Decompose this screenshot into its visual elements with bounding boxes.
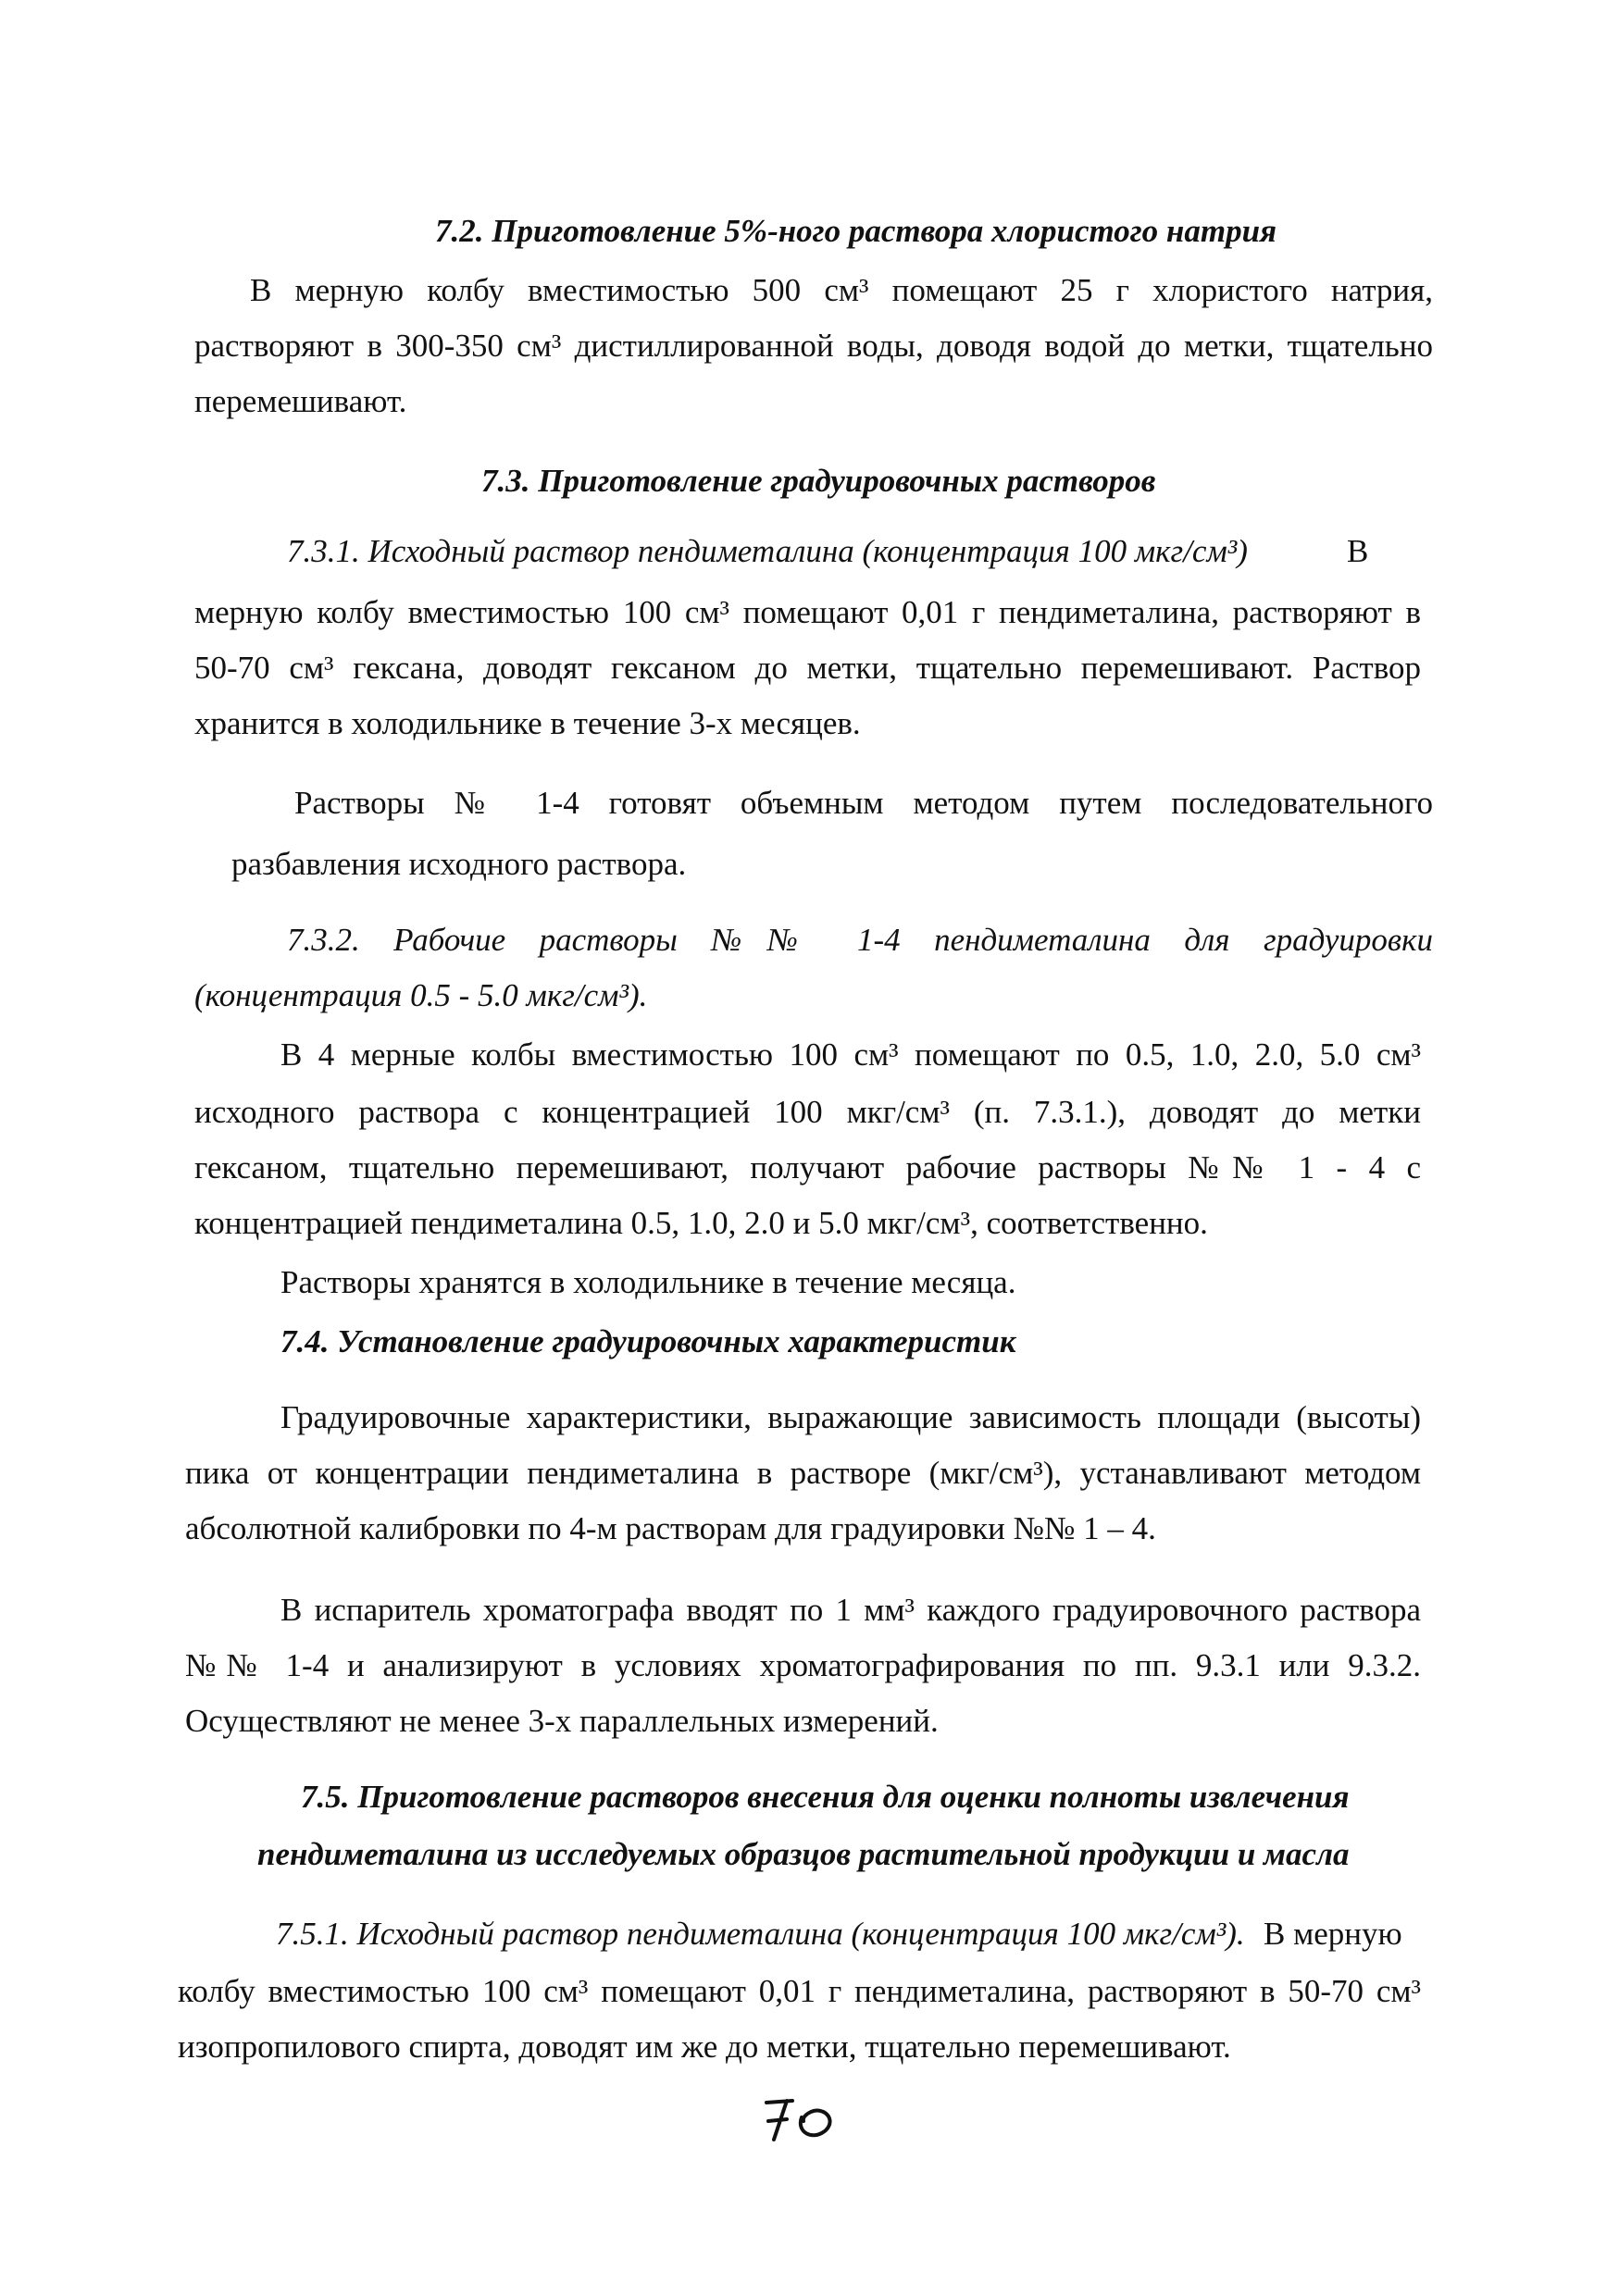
s732-title-line-2: (концентрация 0.5 - 5.0 мкг/см³). — [194, 977, 648, 1013]
s751-line-2: колбу вместимостью 100 см³ помещают 0,01 г пендиметалина, растворяют в 50-70 см³ — [178, 1973, 1421, 2009]
s751-title-tail: В мерную — [1264, 1916, 1402, 1952]
s732-title-line-1: 7.3.2. Рабочие растворы №№ 1-4 пендиметалина для градуировки — [287, 922, 1433, 958]
s74-para2-line-2: №№ 1-4 и анализируют в условиях хроматографирования по пп. 9.3.1 или 9.3.2. — [185, 1647, 1421, 1683]
s73-para2-line-1: Растворы № 1-4 готовят объемным методом путем последовательного — [294, 785, 1433, 821]
s74-para1-line-3: абсолютной калибровки по 4-м растворам для градуировки №№ 1 – 4. — [185, 1510, 1156, 1546]
s73-para4: Растворы хранятся в холодильнике в течение месяца. — [280, 1264, 1016, 1300]
s732-para-line-4: концентрацией пендиметалина 0.5, 1.0, 2.0 и 5.0 мкг/см³, соответственно. — [194, 1205, 1208, 1241]
s731-line-4: хранится в холодильнике в течение 3-х месяцев. — [194, 705, 861, 741]
s72-line-2: растворяют в 300-350 см³ дистиллированной воды, доводя водой до метки, тщательно — [194, 328, 1433, 364]
s74-para1-line-1: Градуировочные характеристики, выражающие зависимость площади (высоты) — [280, 1399, 1421, 1435]
section-7-3-heading: 7.3. Приготовление градуировочных растворов — [481, 463, 1156, 499]
s72-line-3: перемешивают. — [194, 383, 407, 419]
page-number-handwritten — [759, 2090, 842, 2145]
s751-title: 7.5.1. Исходный раствор пендиметалина (концентрация 100 мкг/см³). — [276, 1916, 1245, 1952]
s73-para2-line-2: разбавления исходного раствора. — [231, 846, 687, 882]
s72-line-1: В мерную колбу вместимостью 500 см³ помещают 25 г хлористого натрия, — [250, 272, 1433, 308]
s74-para2-line-3: Осуществляют не менее 3-х параллельных измерений. — [185, 1703, 939, 1739]
section-7-5-heading-line-2: пендиметалина из исследуемых образцов растительной продукции и масла — [257, 1836, 1350, 1872]
section-7-5-heading-line-1: 7.5. Приготовление растворов внесения для оценки полноты извлечения — [301, 1779, 1350, 1815]
s731-title-tail: В — [1347, 533, 1369, 569]
s74-para1-line-2: пика от концентрации пендиметалина в растворе (мкг/см³), устанавливают методом — [185, 1455, 1421, 1491]
s732-para-line-3: гексаном, тщательно перемешивают, получают рабочие растворы №№ 1 - 4 с — [194, 1149, 1421, 1185]
section-7-4-heading: 7.4. Установление градуировочных характеристик — [280, 1323, 1016, 1359]
s751-line-3: изопропилового спирта, доводят им же до метки, тщательно перемешивают. — [178, 2029, 1231, 2065]
section-7-2-heading: 7.2. Приготовление 5%-ного раствора хлористого натрия — [435, 213, 1277, 249]
s732-para-line-1: В 4 мерные колбы вместимостью 100 см³ помещают по 0.5, 1.0, 2.0, 5.0 см³ — [280, 1036, 1421, 1073]
s74-para2-line-1: В испаритель хроматографа вводят по 1 мм³ каждого градуировочного раствора — [280, 1592, 1421, 1628]
s731-line-2: мерную колбу вместимостью 100 см³ помещают 0,01 г пендиметалина, растворяют в — [194, 594, 1421, 630]
s732-para-line-2: исходного раствора с концентрацией 100 мкг/см³ (п. 7.3.1.), доводят до метки — [194, 1094, 1421, 1130]
s731-title: 7.3.1. Исходный раствор пендиметалина (концентрация 100 мкг/см³) — [287, 533, 1248, 569]
s731-line-3: 50-70 см³ гексана, доводят гексаном до метки, тщательно перемешивают. Раствор — [194, 650, 1421, 686]
